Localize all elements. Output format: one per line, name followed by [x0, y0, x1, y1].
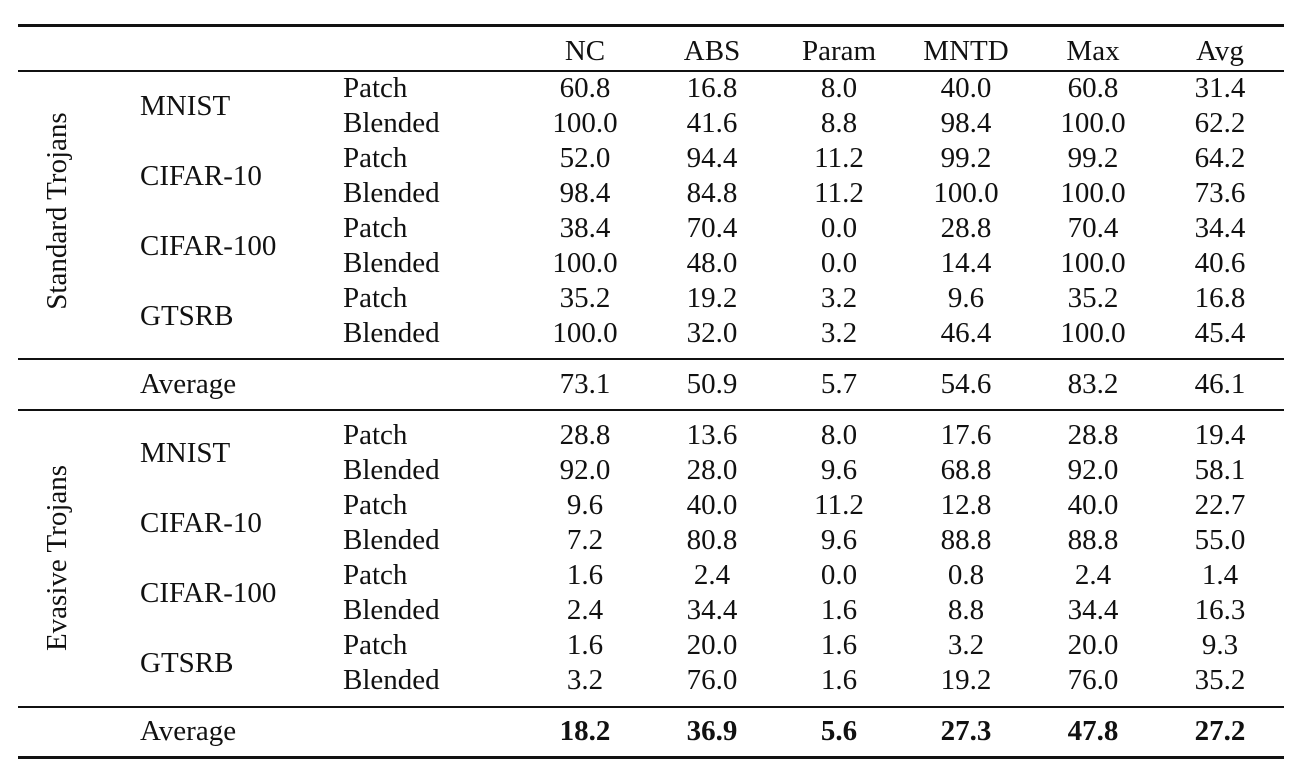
table-cell: 19.2: [686, 282, 738, 314]
bottom-rule: [18, 756, 1284, 759]
table-cell: 28.8: [940, 212, 992, 244]
table-cell: 1.6: [566, 559, 604, 591]
table-cell: 0.0: [820, 247, 858, 279]
table-cell: 99.2: [940, 142, 992, 174]
table-cell: 40.0: [1067, 489, 1119, 521]
table-cell: 13.6: [686, 419, 738, 451]
table-cell: 35.2: [1067, 282, 1119, 314]
average-cell: 27.2: [1194, 715, 1246, 747]
table-cell: 9.6: [820, 524, 858, 556]
attack-label: Patch: [343, 489, 408, 521]
table-cell: 60.8: [559, 72, 611, 104]
table-cell: 70.4: [1067, 212, 1119, 244]
table-cell: 70.4: [686, 212, 738, 244]
table-cell: 11.2: [814, 489, 864, 521]
average-cell: 73.1: [559, 368, 611, 400]
attack-label: Blended: [343, 177, 440, 209]
table-cell: 40.0: [940, 72, 992, 104]
table-cell: 98.4: [559, 177, 611, 209]
column-header: MNTD: [923, 35, 1009, 67]
attack-label: Patch: [343, 559, 408, 591]
table-cell: 40.6: [1194, 247, 1246, 279]
table-cell: 100.0: [552, 247, 618, 279]
table-cell: 62.2: [1194, 107, 1246, 139]
table-cell: 100.0: [552, 107, 618, 139]
table-cell: 1.6: [566, 629, 604, 661]
table-cell: 22.7: [1194, 489, 1246, 521]
table-cell: 48.0: [686, 247, 738, 279]
table-cell: 99.2: [1067, 142, 1119, 174]
table-cell: 52.0: [559, 142, 611, 174]
column-header: Max: [1066, 35, 1120, 67]
table-cell: 16.3: [1194, 594, 1246, 626]
average-cell: 5.6: [820, 715, 858, 747]
table-cell: 64.2: [1194, 142, 1246, 174]
dataset-label: GTSRB: [140, 299, 234, 332]
table-cell: 2.4: [1074, 559, 1112, 591]
average-cell: 47.8: [1067, 715, 1119, 747]
table-cell: 9.6: [947, 282, 985, 314]
table-cell: 58.1: [1194, 454, 1246, 486]
table-cell: 9.6: [566, 489, 604, 521]
attack-label: Blended: [343, 664, 440, 696]
average-label: Average: [140, 715, 237, 747]
table-cell: 16.8: [686, 72, 738, 104]
table-cell: 3.2: [947, 629, 985, 661]
table-cell: 34.4: [1067, 594, 1119, 626]
attack-label: Blended: [343, 317, 440, 349]
table-cell: 88.8: [940, 524, 992, 556]
attack-label: Patch: [343, 212, 408, 244]
column-header: NC: [564, 35, 606, 67]
table-cell: 1.4: [1201, 559, 1239, 591]
table-cell: 0.0: [820, 559, 858, 591]
attack-label: Blended: [343, 594, 440, 626]
table-cell: 32.0: [686, 317, 738, 349]
table-cell: 0.8: [947, 559, 985, 591]
table-cell: 8.0: [820, 72, 858, 104]
table-cell: 17.6: [940, 419, 992, 451]
table-cell: 1.6: [820, 594, 858, 626]
table-cell: 100.0: [933, 177, 999, 209]
attack-label: Patch: [343, 142, 408, 174]
table-cell: 38.4: [559, 212, 611, 244]
average-cell: 5.7: [820, 368, 858, 400]
table-cell: 9.6: [820, 454, 858, 486]
table-cell: 9.3: [1201, 629, 1239, 661]
average-label: Average: [140, 368, 237, 400]
table-cell: 7.2: [566, 524, 604, 556]
table-cell: 98.4: [940, 107, 992, 139]
dataset-label: MNIST: [140, 89, 231, 122]
table-cell: 84.8: [686, 177, 738, 209]
average-cell: 50.9: [686, 368, 738, 400]
table-cell: 11.2: [814, 142, 864, 174]
table-cell: 3.2: [820, 282, 858, 314]
dataset-label: CIFAR-100: [140, 229, 277, 262]
table-cell: 100.0: [1060, 177, 1126, 209]
section-rule: [18, 409, 1284, 411]
table-cell: 100.0: [1060, 317, 1126, 349]
table-cell: 68.8: [940, 454, 992, 486]
table-cell: 55.0: [1194, 524, 1246, 556]
table-cell: 92.0: [559, 454, 611, 486]
table-cell: 92.0: [1067, 454, 1119, 486]
table-cell: 76.0: [686, 664, 738, 696]
average-rule: [18, 706, 1284, 708]
attack-label: Blended: [343, 524, 440, 556]
dataset-label: CIFAR-100: [140, 576, 277, 609]
top-rule: [18, 24, 1284, 27]
table-cell: 28.0: [686, 454, 738, 486]
attack-label: Patch: [343, 282, 408, 314]
table-cell: 3.2: [566, 664, 604, 696]
table-cell: 100.0: [1060, 247, 1126, 279]
table-cell: 31.4: [1194, 72, 1246, 104]
average-cell: 54.6: [940, 368, 992, 400]
attack-label: Blended: [343, 247, 440, 279]
table-cell: 12.8: [940, 489, 992, 521]
table-cell: 34.4: [1194, 212, 1246, 244]
table-cell: 8.0: [820, 419, 858, 451]
table-cell: 16.8: [1194, 282, 1246, 314]
table-cell: 100.0: [1060, 107, 1126, 139]
table-cell: 41.6: [686, 107, 738, 139]
column-header: ABS: [683, 35, 741, 67]
attack-label: Patch: [343, 72, 408, 104]
table-cell: 19.4: [1194, 419, 1246, 451]
table-cell: 8.8: [947, 594, 985, 626]
dataset-label: MNIST: [140, 436, 231, 469]
column-header: Avg: [1196, 35, 1244, 67]
attack-label: Patch: [343, 629, 408, 661]
dataset-label: CIFAR-10: [140, 506, 262, 539]
attack-label: Blended: [343, 454, 440, 486]
table-cell: 20.0: [686, 629, 738, 661]
table-cell: 35.2: [559, 282, 611, 314]
average-cell: 18.2: [559, 715, 611, 747]
table-cell: 2.4: [693, 559, 731, 591]
table-cell: 76.0: [1067, 664, 1119, 696]
dataset-label: CIFAR-10: [140, 159, 262, 192]
table-cell: 0.0: [820, 212, 858, 244]
table-cell: 11.2: [814, 177, 864, 209]
table-cell: 3.2: [820, 317, 858, 349]
average-cell: 46.1: [1194, 368, 1246, 400]
table-cell: 88.8: [1067, 524, 1119, 556]
average-cell: 83.2: [1067, 368, 1119, 400]
average-cell: 27.3: [940, 715, 992, 747]
table-cell: 35.2: [1194, 664, 1246, 696]
table-cell: 2.4: [566, 594, 604, 626]
table-cell: 34.4: [686, 594, 738, 626]
average-cell: 36.9: [686, 715, 738, 747]
section-label: Standard Trojans: [41, 111, 73, 310]
table-cell: 1.6: [820, 629, 858, 661]
table-cell: 80.8: [686, 524, 738, 556]
table-cell: 100.0: [552, 317, 618, 349]
attack-label: Blended: [343, 107, 440, 139]
section-label: Evasive Trojans: [41, 464, 73, 651]
table-cell: 19.2: [940, 664, 992, 696]
table-cell: 14.4: [940, 247, 992, 279]
table-cell: 28.8: [559, 419, 611, 451]
table-cell: 40.0: [686, 489, 738, 521]
table-cell: 45.4: [1194, 317, 1246, 349]
column-header: Param: [801, 35, 877, 67]
table-cell: 94.4: [686, 142, 738, 174]
table-cell: 8.8: [820, 107, 858, 139]
table-cell: 46.4: [940, 317, 992, 349]
table-cell: 20.0: [1067, 629, 1119, 661]
average-rule: [18, 358, 1284, 360]
table-cell: 73.6: [1194, 177, 1246, 209]
attack-label: Patch: [343, 419, 408, 451]
table-cell: 60.8: [1067, 72, 1119, 104]
table-cell: 1.6: [820, 664, 858, 696]
dataset-label: GTSRB: [140, 646, 234, 679]
table-cell: 28.8: [1067, 419, 1119, 451]
